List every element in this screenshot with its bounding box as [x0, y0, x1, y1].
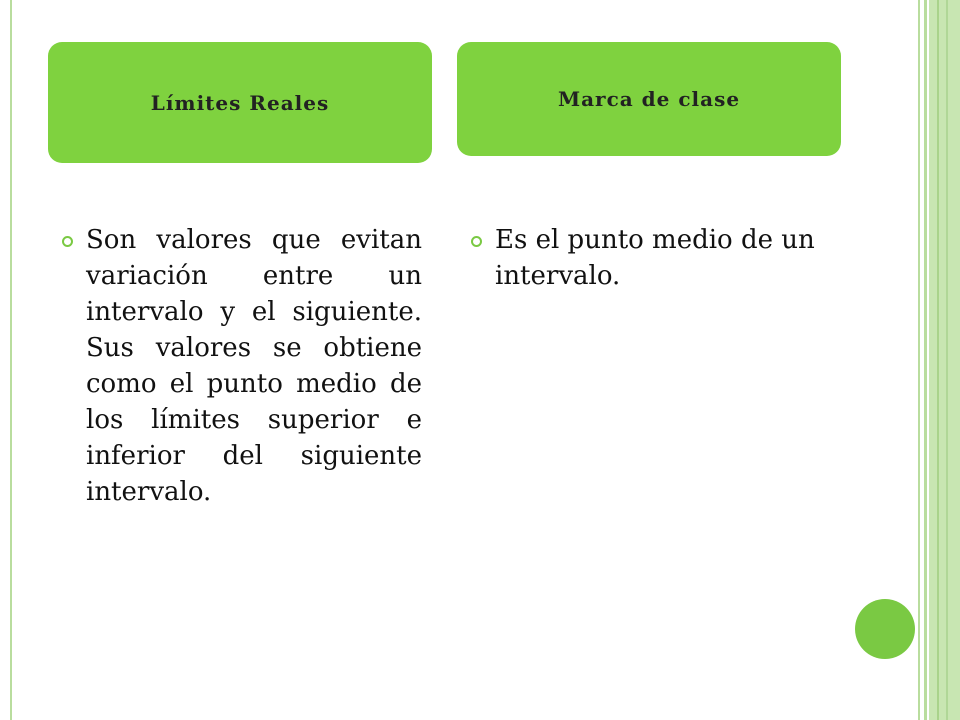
- header-label: Marca de clase: [557, 87, 741, 111]
- bullet-text: Son valores que evitan variación entre un intervalo y el siguiente. Sus valores se obtiene como el punto medio de los límites superior e inferior del siguiente intervalo.: [86, 225, 422, 507]
- header-limites-reales: [48, 42, 432, 163]
- list-item: [58, 222, 422, 510]
- list-item: [467, 222, 831, 294]
- right-decor-stripe: [918, 0, 920, 720]
- bullet-list-left: [58, 222, 422, 510]
- right-decor-stripe: [937, 0, 939, 720]
- bullet-list-right: [467, 222, 831, 294]
- right-decor-stripe: [924, 0, 927, 720]
- header-label: Límites Reales: [150, 90, 330, 115]
- right-decor-band: [929, 0, 960, 720]
- bullet-circle-icon: [62, 236, 73, 247]
- decorative-green-circle: [855, 599, 915, 659]
- left-border-line: [10, 0, 12, 720]
- bullet-text: Es el punto medio de un intervalo.: [495, 225, 815, 291]
- header-marca-de-clase: [457, 42, 841, 156]
- bullet-circle-icon: [471, 236, 482, 247]
- right-decor-stripe: [946, 0, 948, 720]
